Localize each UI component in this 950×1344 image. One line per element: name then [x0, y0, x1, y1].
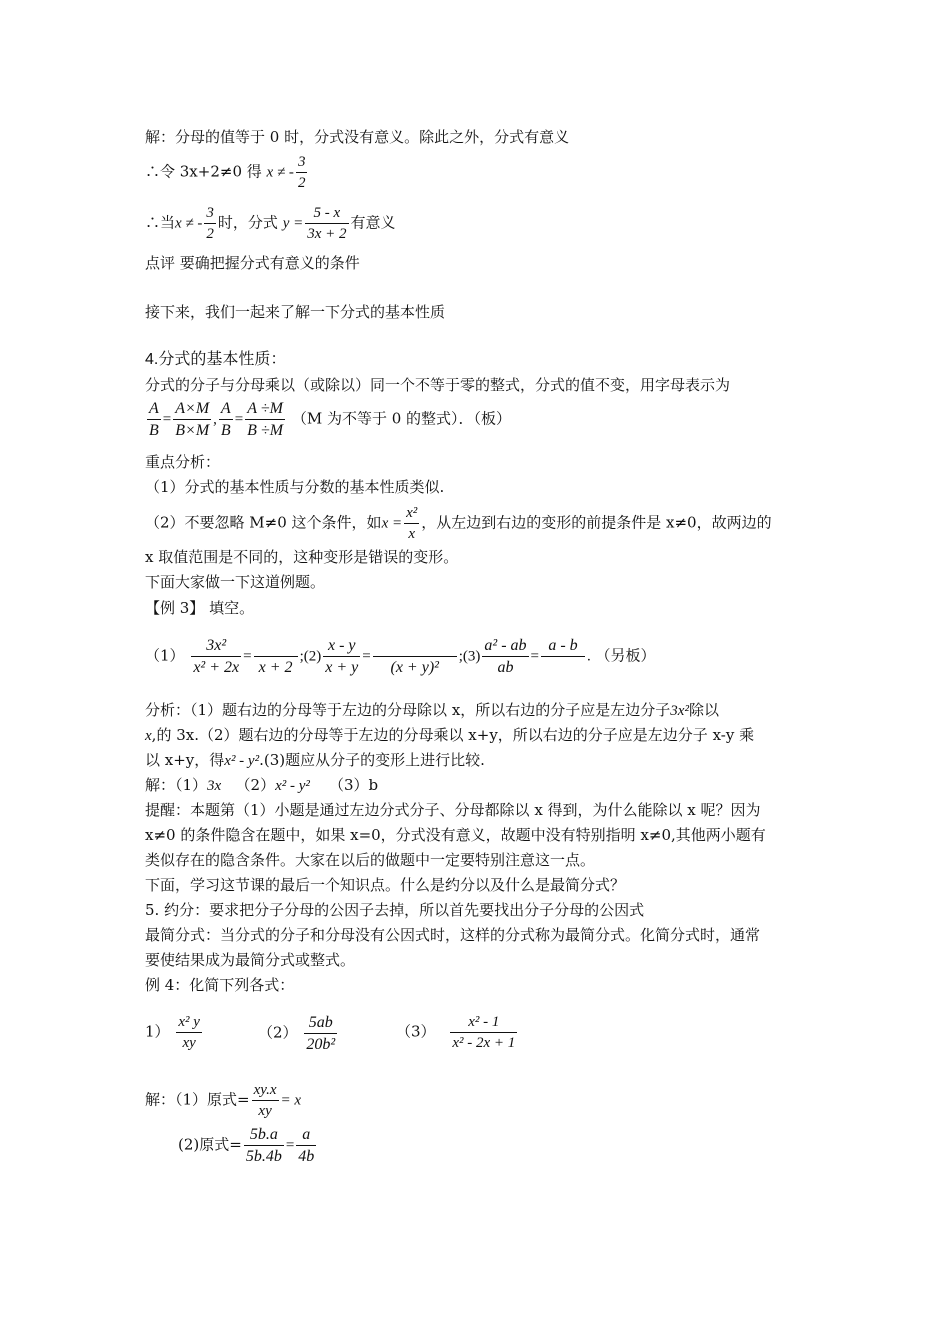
denominator: B [220, 422, 231, 439]
denominator: 5b.4b [245, 1148, 282, 1165]
numerator: x - y [328, 637, 356, 654]
numerator: A [220, 400, 231, 417]
condition-inequality: x ≠ - [266, 164, 294, 181]
solution-4-1 [145, 1080, 301, 1121]
answer-3: （3）b [328, 776, 379, 794]
problem-label-3: ;(3) [458, 648, 481, 665]
numerator: a [302, 1126, 311, 1143]
key-analysis-2-suffix: ，从左边到右边的变形的前提条件是 x≠0，故两边的 [421, 513, 772, 532]
numerator: 5 - x [313, 205, 341, 221]
numerator: x² [406, 505, 418, 521]
analysis-1-suffix: 除以 [688, 701, 719, 719]
fraction-blank-2 [373, 635, 457, 678]
denominator: x² - 2x + 1 [452, 1035, 516, 1051]
analysis-line-3 [145, 750, 485, 771]
denominator: xy [258, 1103, 272, 1119]
fraction-y [305, 203, 348, 244]
numerator: a - b [548, 637, 578, 654]
q1-label: 1） [145, 1022, 170, 1041]
fraction-three-halves [296, 152, 308, 193]
numerator: 3 [206, 205, 214, 221]
denominator: x² + 2x [193, 659, 240, 676]
example-intro: 下面大家做一下这道例题。 [145, 573, 326, 591]
denominator: (x + y)² [390, 659, 439, 676]
example-3-heading: 【例 3】 填空。 [145, 599, 255, 617]
example-4-q1 [145, 1012, 204, 1053]
fraction-three-halves-2 [204, 203, 216, 244]
problem-label-1: （1） [145, 646, 185, 665]
fraction-x-minus-y [323, 635, 360, 678]
q2-label: （2） [258, 1023, 298, 1042]
solution-4-2 [178, 1124, 318, 1167]
x-equals: x = [381, 515, 403, 532]
fraction-x2-x [404, 503, 419, 544]
denominator: 2 [297, 175, 306, 191]
fraction-x2y-xy [176, 1012, 202, 1053]
denominator: x [408, 526, 415, 542]
numerator: x² y [178, 1014, 200, 1030]
fraction-a-4b [296, 1124, 316, 1167]
transition-line: 接下来，我们一起来了解一下分式的基本性质 [145, 303, 446, 321]
example-4-q3 [396, 1012, 519, 1053]
property-note: （M 为不等于 0 的整式）．（板） [291, 409, 512, 428]
analysis-line-2 [145, 725, 754, 746]
condition-line [145, 152, 309, 193]
numerator-blank [373, 635, 457, 656]
denominator-blank [541, 657, 585, 678]
fraction-x2-1 [450, 1012, 517, 1053]
analysis-1-text: 分析：（1）题右边的分母等于左边的分母除以 x，所以右边的分子应是左边分子 [145, 701, 671, 719]
analysis-line-1 [145, 700, 719, 721]
condition-text: ∴令 3x+2≠0 得 [145, 162, 262, 181]
equals: = [285, 1137, 295, 1154]
solution-4-1-result: = x [280, 1092, 302, 1109]
answer-1: 3x [207, 778, 222, 794]
analysis-3-math: x² - y² [224, 753, 260, 769]
denominator: x + y [325, 659, 359, 676]
solution-4-1-prefix: 解：（1）原式= [145, 1090, 250, 1109]
analysis-2-text: ,的 3x.（2）题右边的分母等于左边的分母乘以 x+y，所以右边的分子应是左边分子 x-y 乘 [151, 726, 755, 744]
key-analysis-2-prefix: （2）不要忽略 M≠0 这个条件，如 [145, 513, 382, 532]
numerator: xy.x [253, 1082, 277, 1098]
meaning-inequality: x ≠ - [175, 215, 203, 232]
denominator: 20b² [306, 1036, 336, 1053]
period: . [587, 648, 591, 665]
key-analysis-2 [145, 503, 772, 544]
numerator: 5ab [308, 1014, 333, 1031]
y-equals: y = [282, 215, 304, 232]
key-analysis-3: x 取值范围是不同的，这种变形是错误的变形。 [145, 548, 459, 566]
analysis-2-math: x [145, 728, 152, 744]
fraction-a-b [147, 398, 161, 441]
denominator: B×M [175, 422, 210, 439]
analysis-1-math: 3x² [670, 703, 689, 719]
answer-2: x² - y² [275, 778, 310, 794]
numerator: A [149, 400, 159, 417]
transition-line-2: 下面，学习这节课的最后一个知识点。什么是约分以及什么是最简分式？ [145, 876, 626, 894]
denominator: B ÷M [247, 422, 284, 439]
denominator: xy [182, 1035, 196, 1051]
q3-label: （3） [396, 1022, 436, 1041]
fraction-a-minus-b [541, 635, 585, 678]
answer-prefix: 解：（1） [145, 776, 208, 794]
analysis-3-suffix: .(3)题应从分子的变形上进行比较. [259, 751, 485, 769]
solution-4-2-prefix: (2)原式= [178, 1135, 242, 1154]
key-analysis-1: （1）分式的基本性质与分数的基本性质类似. [145, 478, 445, 496]
fraction-5ab-20b2 [304, 1012, 337, 1055]
fraction-a-div-m [245, 398, 285, 441]
fraction-xyx-xy [252, 1080, 279, 1121]
numerator: A×M [175, 400, 210, 417]
numerator: 5b.a [249, 1126, 278, 1143]
simplest-line-1: 最简分式：当分式的分子和分母没有公因式时，这样的分式称为最简分式。化简分式时，通常 [145, 926, 761, 944]
numerator-blank [254, 635, 298, 656]
property-formula: $\frac{A}{B}$ = $\frac{A\times M}{B\times M}$ , $\frac{A}{B}$ = $\frac{A \div M}{B \div M}$ （M 为不等于 0 的整式）．（板） [149, 400, 512, 439]
denominator: 2 [206, 226, 214, 242]
fraction-am-bm [173, 398, 211, 441]
denominator: ab [497, 659, 514, 676]
example-4-q2 [258, 1012, 339, 1055]
fraction-a-b-2 [219, 398, 233, 441]
property-text: 分式的分子与分母乘以（或除以）同一个不等于零的整式，分式的值不变，用字母表示为 [145, 376, 731, 394]
reminder-line-3: 类似存在的隐含条件。大家在以后的做题中一定要特别注意这一点。 [145, 851, 596, 869]
section-heading-4: 4.分式的基本性质： [145, 351, 287, 368]
numerator: 3x² [206, 637, 227, 654]
comment-line: 点评 要确把握分式有意义的条件 [145, 254, 360, 272]
reminder-line-2: x≠0 的条件隐含在题中，如果 x=0，分式没有意义，故题中没有特别指明 x≠0,其他两小题有 [145, 826, 766, 844]
fraction-blank-1 [254, 635, 298, 678]
example-3-problems: （1） $\frac{\text{3x²}}{\text{x² + 2x}}$ = x + 2 ;(2) $\frac{x - y}{x + y}$ = (x + y)² ;(3) $\frac{\text{a² - ab}}{ab}$ = a - b . （另板） [145, 637, 656, 676]
simplest-line-2: 要使结果成为最简分式或整式。 [145, 951, 356, 969]
analysis-3-prefix: 以 x+y，得 [145, 751, 225, 769]
denominator: 3x + 2 [307, 226, 347, 242]
numerator: A ÷M [247, 400, 283, 417]
denominator: B [149, 422, 159, 439]
answer-label-2: （2） [235, 776, 276, 794]
reduction-line: 5. 约分：要求把分子分母的公因子去掉，所以首先要找出分子分母的公因式 [145, 901, 645, 919]
meaning-mid: 时，分式 [217, 213, 278, 232]
fraction-3x2 [191, 635, 241, 678]
problem-label-2: ;(2) [299, 648, 322, 665]
numerator: 3 [297, 154, 306, 170]
solution-line-1: 解：分母的值等于 0 时，分式没有意义。除此之外，分式有意义 [145, 128, 570, 146]
fraction-5ba-5b4b [244, 1124, 284, 1167]
numerator: x² - 1 [468, 1014, 500, 1030]
answer-line-3 [145, 775, 378, 796]
fraction-a2-ab [482, 635, 528, 678]
reminder-line-1: 提醒：本题第（1）小题是通过左边分式分子、分母都除以 x 得到，为什么能除以 x 呢？因为 [145, 801, 761, 819]
meaning-prefix: ∴当 [145, 213, 176, 232]
meaning-suffix: 有意义 [350, 213, 396, 232]
numerator: a² - ab [484, 637, 527, 654]
board-note: （另板） [595, 646, 656, 665]
denominator: 4b [298, 1148, 315, 1165]
denominator: x + 2 [258, 659, 293, 676]
key-analysis-heading: 重点分析： [145, 453, 221, 471]
meaning-line [145, 203, 396, 244]
example-4-heading: 例 4：化简下列各式： [145, 976, 295, 994]
